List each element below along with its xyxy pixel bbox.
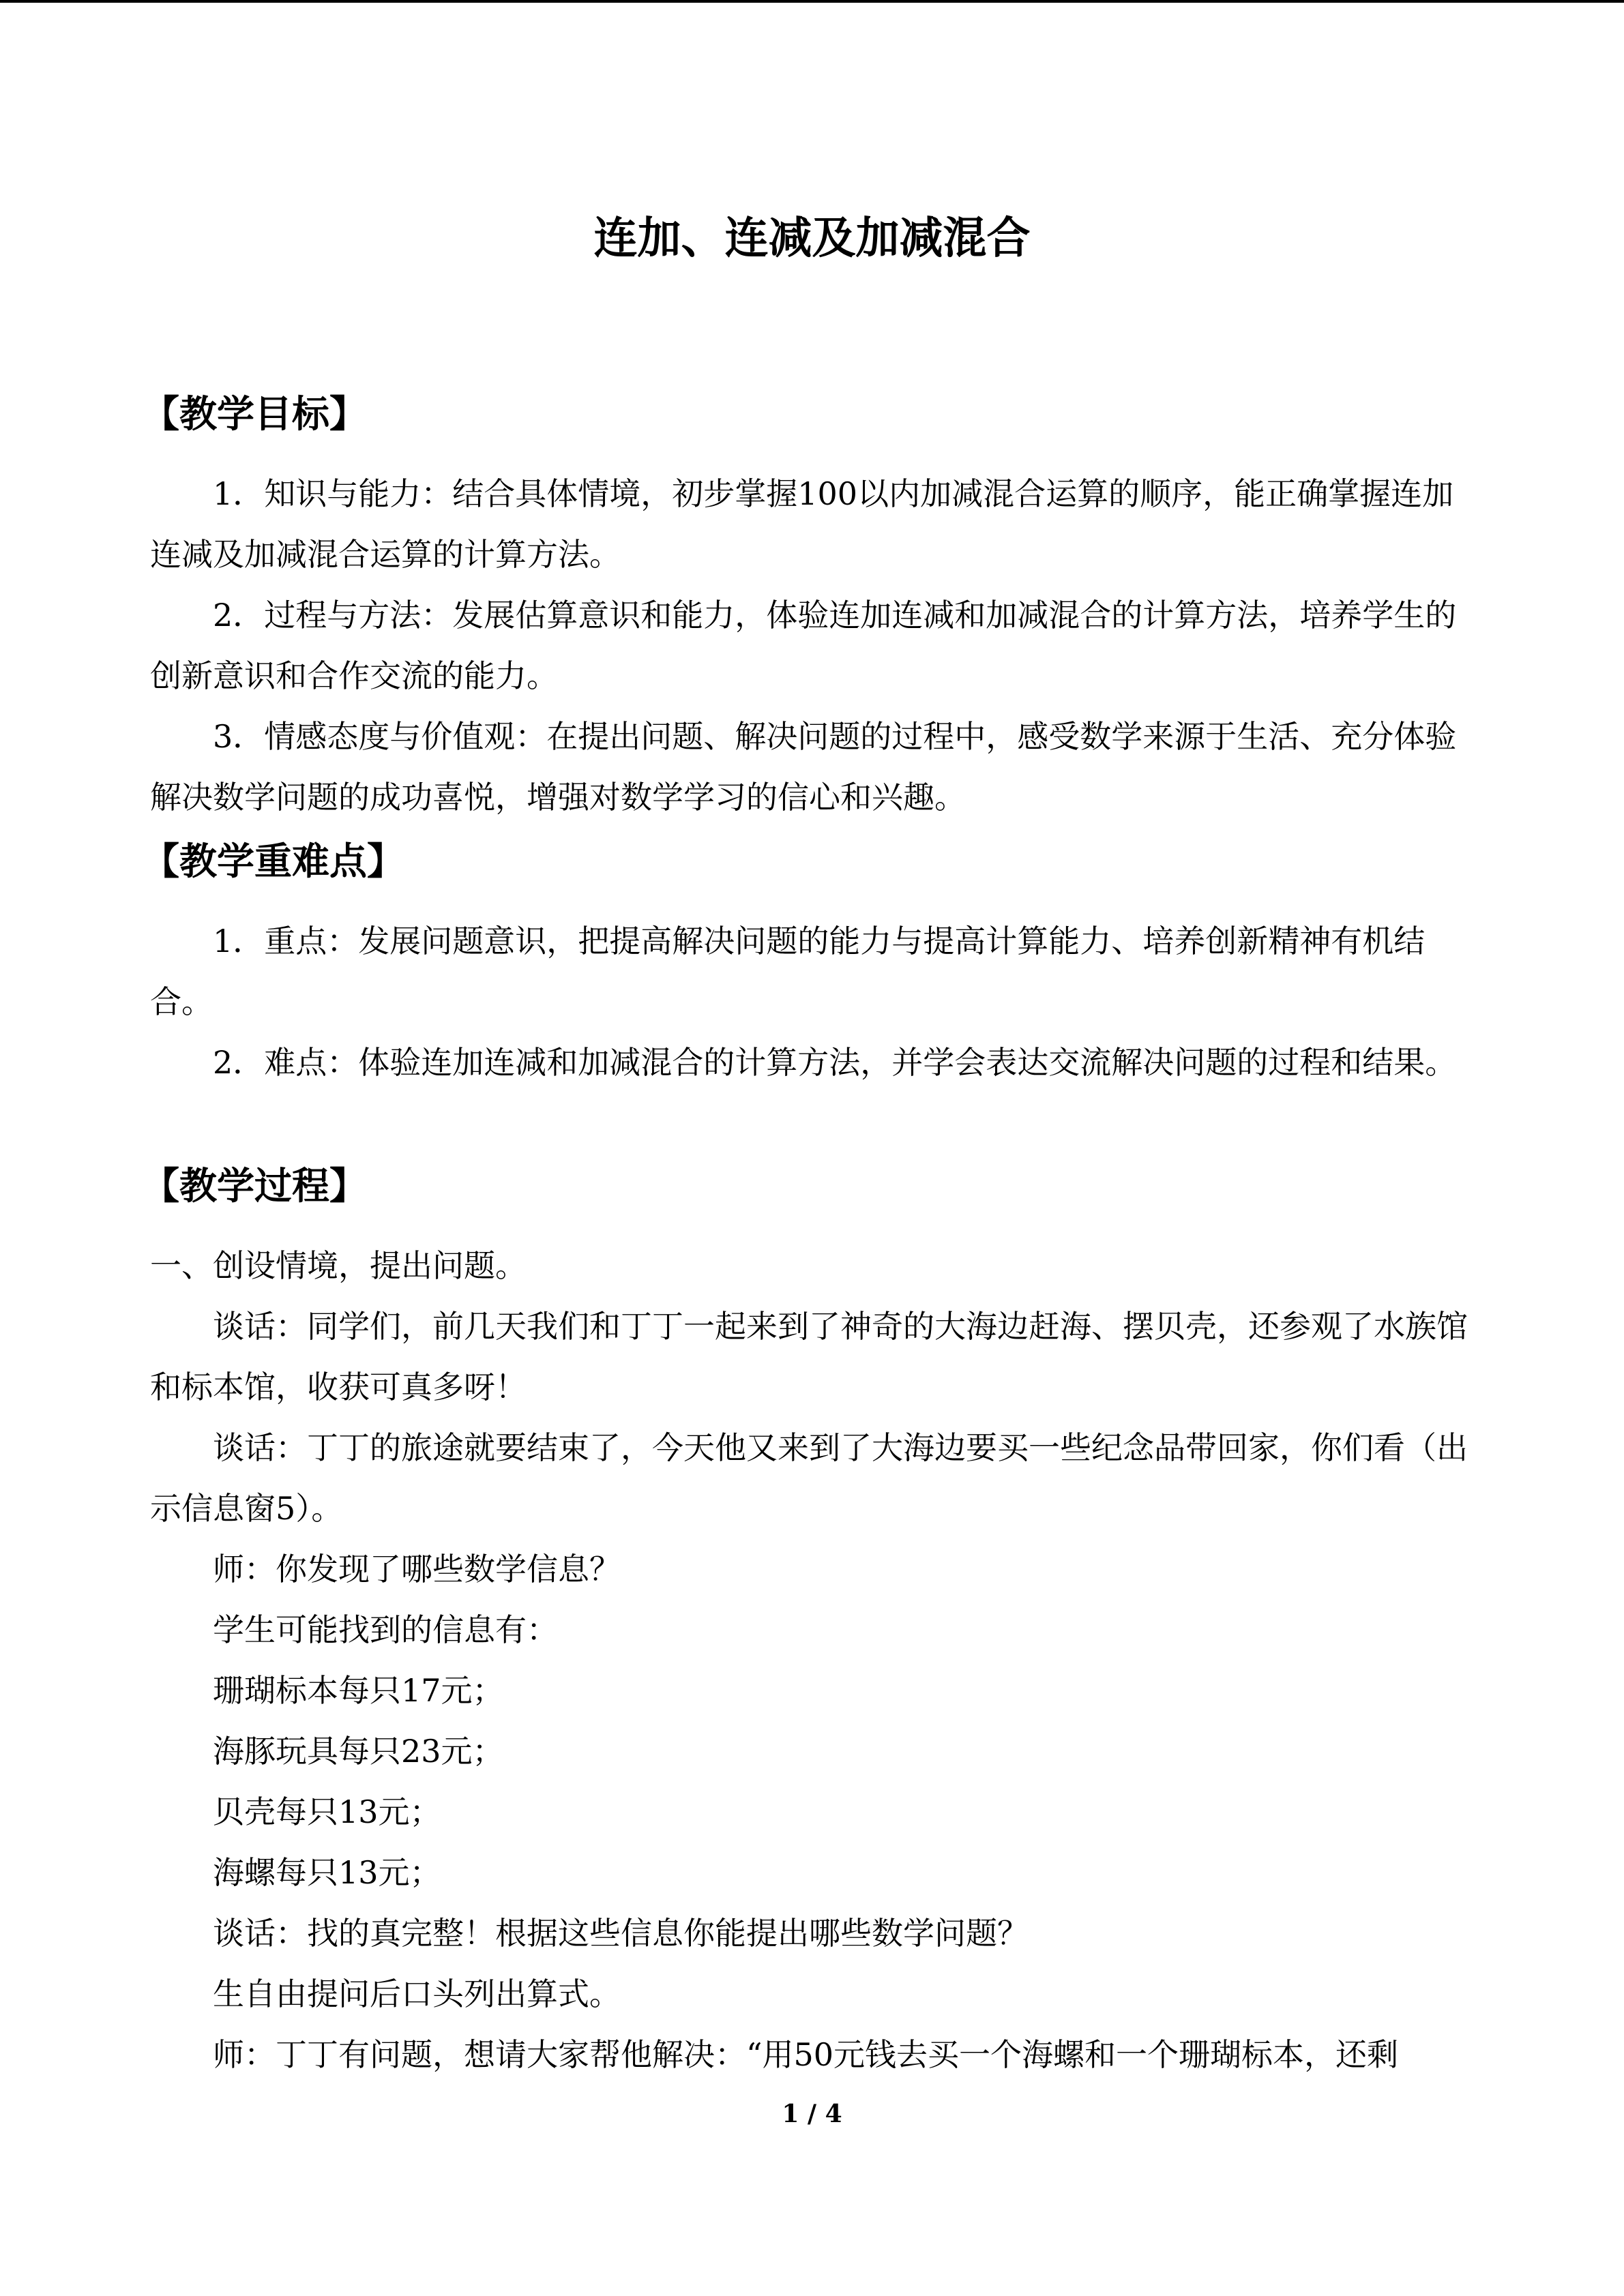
process-talk-3: 谈话：找的真完整！根据这些信息你能提出哪些数学问题？ xyxy=(213,1915,1029,1952)
process-step-1: 一、创设情境，提出问题。 xyxy=(150,1247,527,1284)
info-item-dolphin: 海豚玩具每只23元； xyxy=(213,1733,504,1770)
info-item-coral: 珊瑚标本每只17元； xyxy=(213,1672,504,1709)
info-item-shell: 贝壳每只13元； xyxy=(213,1793,441,1830)
teacher-last-line: 师：丁丁有问题，想请大家帮他解决：“用50元钱去买一个海螺和一个珊瑚标本，还剩 xyxy=(213,2036,1399,2073)
process-talk-1: 谈话：同学们，前几天我们和丁丁一起来到了神奇的大海边赶海、摆贝壳，还参观了水族馆和标本馆，收获可真多呀！ xyxy=(150,1308,1468,1405)
heading-teaching-process: 【教学过程】 xyxy=(142,1163,368,1208)
teacher-question: 师：你发现了哪些数学信息？ xyxy=(213,1551,621,1587)
key-point-2: 2．难点：体验连加连减和加减混合的计算方法，并学会表达交流解决问题的过程和结果。 xyxy=(213,1044,1457,1081)
heading-key-points: 【教学重难点】 xyxy=(142,839,405,883)
page-number: 1 / 4 xyxy=(782,2100,842,2128)
goal-item-2: 2．过程与方法：发展估算意识和能力，体验连加连减和加减混合的计算方法，培养学生的创新意识和合作交流的能力。 xyxy=(150,597,1457,694)
key-point-1: 1．重点：发展问题意识，把提高解决问题的能力与提高计算能力、培养创新精神有机结合。 xyxy=(150,923,1426,1020)
info-item-conch: 海螺每只13元； xyxy=(213,1854,441,1891)
page-top-border xyxy=(0,0,1624,3)
heading-teaching-goals: 【教学目标】 xyxy=(142,391,368,436)
document-title: 连加、连减及加减混合 xyxy=(593,213,1031,264)
goal-item-1: 1．知识与能力：结合具体情境，初步掌握100以内加减混合运算的顺序，能正确掌握连加连减及加减混合运算的计算方法。 xyxy=(150,475,1454,573)
student-action: 生自由提问后口头列出算式。 xyxy=(213,1976,621,2012)
process-talk-2: 谈话：丁丁的旅途就要结束了，今天他又来到了大海边要买一些纪念品带回家，你们看（出示信息窗5）。 xyxy=(150,1429,1468,1527)
student-info-intro: 学生可能找到的信息有： xyxy=(213,1611,558,1648)
goal-item-3: 3．情感态度与价值观：在提出问题、解决问题的过程中，感受数学来源于生活、充分体验解决数学问题的成功喜悦，增强对数学学习的信心和兴趣。 xyxy=(150,718,1457,816)
